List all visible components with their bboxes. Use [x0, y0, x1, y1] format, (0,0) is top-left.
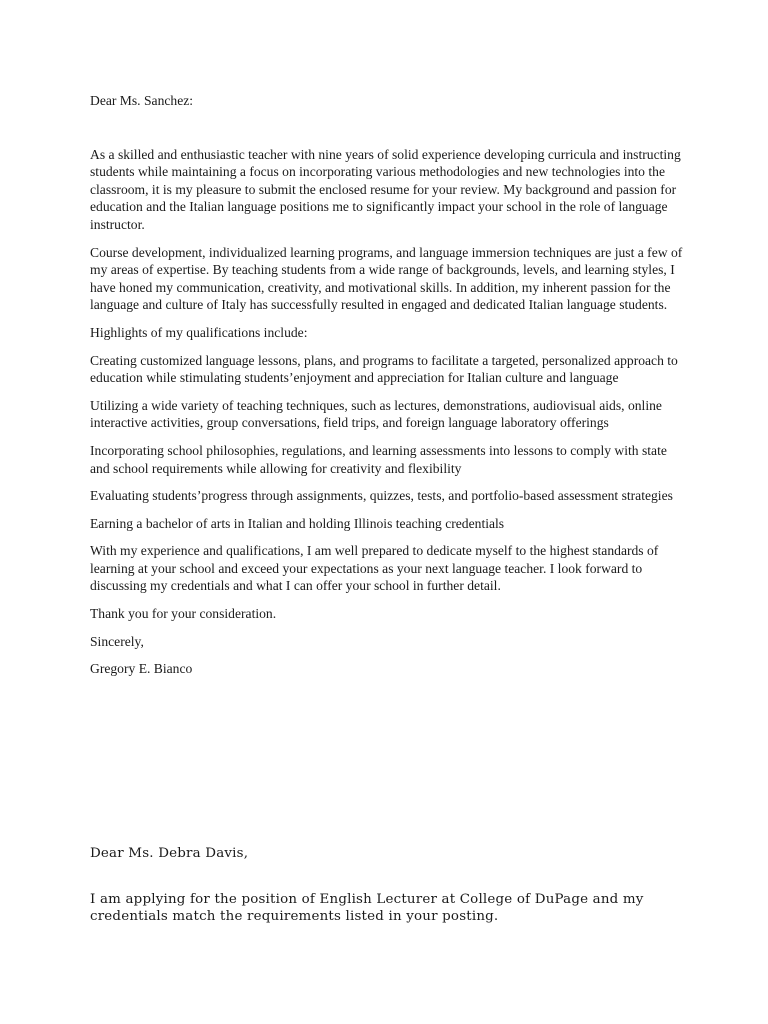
paragraph-intro: I am applying for the position of English Lecturer at College of DuPage and my credentials match the requirements listed in your posting.	[90, 891, 644, 925]
qualification-item: Earning a bachelor of arts in Italian and holding Illinois teaching credentials	[90, 515, 505, 531]
salutation: Dear Ms. Sanchez:	[90, 93, 194, 108]
paragraph-intro: As a skilled and enthusiastic teacher with nine years of solid experience developing curricula and instructing students while maintaining a focus on incorporating various methodologies and new technologies into the classroom, it is my pleasure to submit the enclosed resume for your review. My background and passion for education and the Italian language positions me to significantly impact your school in the role of language instructor.	[90, 146, 681, 232]
paragraph-thanks: Thank you for your consideration.	[90, 606, 277, 622]
salutation: Dear Ms. Debra Davis,	[90, 846, 249, 861]
paragraph-closing: With my experience and qualifications, I am well prepared to dedicate myself to the highest standards of learning at your school and exceed your expectations as your next language teacher. I look forward to discussing my credentials and what I can offer your school in further detail.	[90, 543, 659, 594]
sign-off: Sincerely,	[90, 633, 144, 649]
qualification-item: Evaluating students’progress through assignments, quizzes, tests, and portfolio-based assessment strategies	[90, 488, 673, 504]
signature-name: Gregory E. Bianco	[90, 661, 193, 677]
cover-letter-sanchez	[90, 92, 684, 688]
qualification-item: Incorporating school philosophies, regulations, and learning assessments into lessons to comply with state and school requirements while allowing for creativity and flexibility	[90, 442, 667, 476]
cover-letter-davis	[90, 845, 690, 926]
paragraph-expertise: Course development, individualized learning programs, and language immersion techniques are just a few of my areas of expertise. By teaching students from a wide range of backgrounds, levels, and learning styles, I have honed my communication, creativity, and motivational skills. In addition, my inherent passion for the language and culture of Italy has successfully resulted in engaged and dedicated Italian language students.	[90, 244, 683, 313]
qualification-item: Creating customized language lessons, plans, and programs to facilitate a targeted, personalized approach to education while stimulating students’enjoyment and appreciation for Italian culture and language	[90, 352, 678, 386]
qualification-item: Utilizing a wide variety of teaching techniques, such as lectures, demonstrations, audiovisual aids, online interactive activities, group conversations, field trips, and foreign language laboratory offerings	[90, 397, 662, 431]
paragraph-highlights-heading: Highlights of my qualifications include:	[90, 324, 308, 340]
